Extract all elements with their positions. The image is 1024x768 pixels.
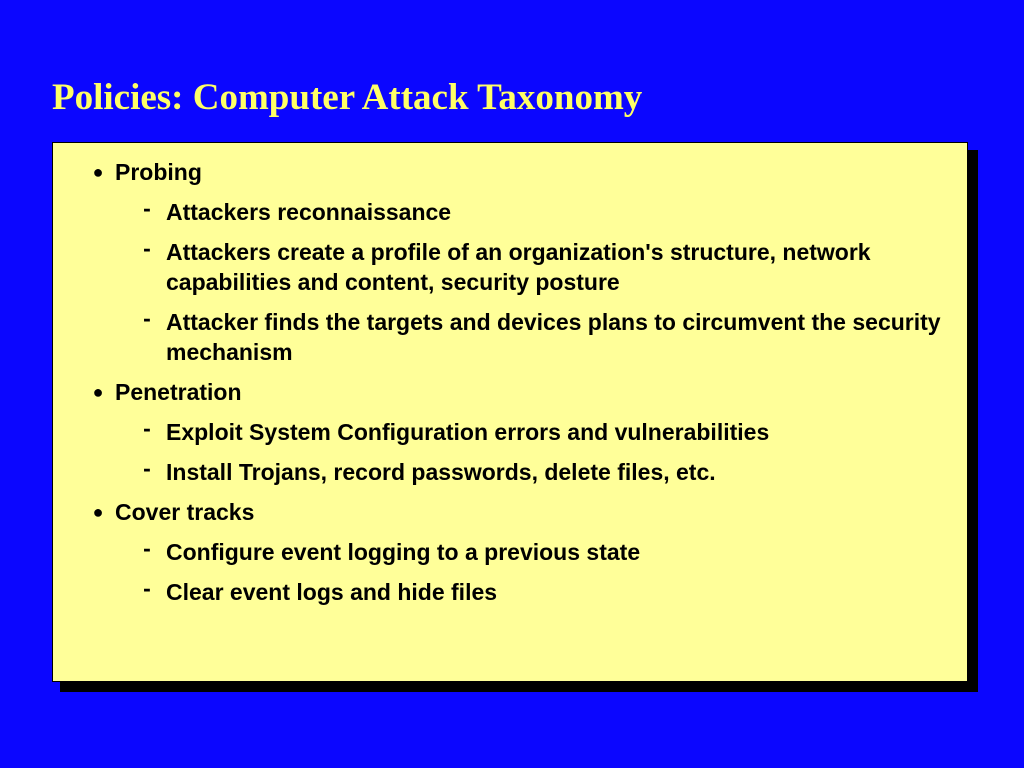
bullet-label: Penetration <box>115 379 242 405</box>
bullet-icon: ● <box>92 502 104 522</box>
content-panel <box>52 142 968 682</box>
dash-icon: - <box>143 535 151 561</box>
sub-item <box>53 457 969 487</box>
sub-item-text: Attackers reconnaissance <box>166 199 452 225</box>
sub-item-text: Exploit System Configuration errors and vulnerabilities <box>166 419 770 445</box>
sub-item <box>53 307 969 367</box>
slide-title: Policies: Computer Attack Taxonomy <box>52 77 643 118</box>
sub-item <box>53 417 969 447</box>
dash-icon: - <box>143 455 151 481</box>
dash-icon: - <box>143 195 151 221</box>
dash-icon: - <box>143 235 151 261</box>
sub-item <box>53 577 969 607</box>
sub-item <box>53 197 969 227</box>
sub-item-text: Install Trojans, record passwords, delete files, etc. <box>166 459 716 485</box>
sub-item-text: Attackers create a profile of an organization's structure, network capabilities and content, security posture <box>166 239 871 295</box>
sub-item <box>53 237 969 297</box>
dash-icon: - <box>143 575 151 601</box>
bullet-icon: ● <box>92 162 104 182</box>
sub-item <box>53 537 969 567</box>
bullet-item-cover-tracks <box>53 497 969 527</box>
bullet-label: Cover tracks <box>115 499 255 525</box>
sub-item-text: Configure event logging to a previous state <box>166 539 641 565</box>
bullet-item-penetration <box>53 377 969 407</box>
bullet-list <box>53 157 969 617</box>
bullet-item-probing <box>53 157 969 187</box>
sub-item-text: Attacker finds the targets and devices plans to circumvent the security mechanism <box>166 309 941 365</box>
dash-icon: - <box>143 415 151 441</box>
bullet-icon: ● <box>92 382 104 402</box>
dash-icon: - <box>143 305 151 331</box>
bullet-label: Probing <box>115 159 202 185</box>
sub-item-text: Clear event logs and hide files <box>166 579 498 605</box>
